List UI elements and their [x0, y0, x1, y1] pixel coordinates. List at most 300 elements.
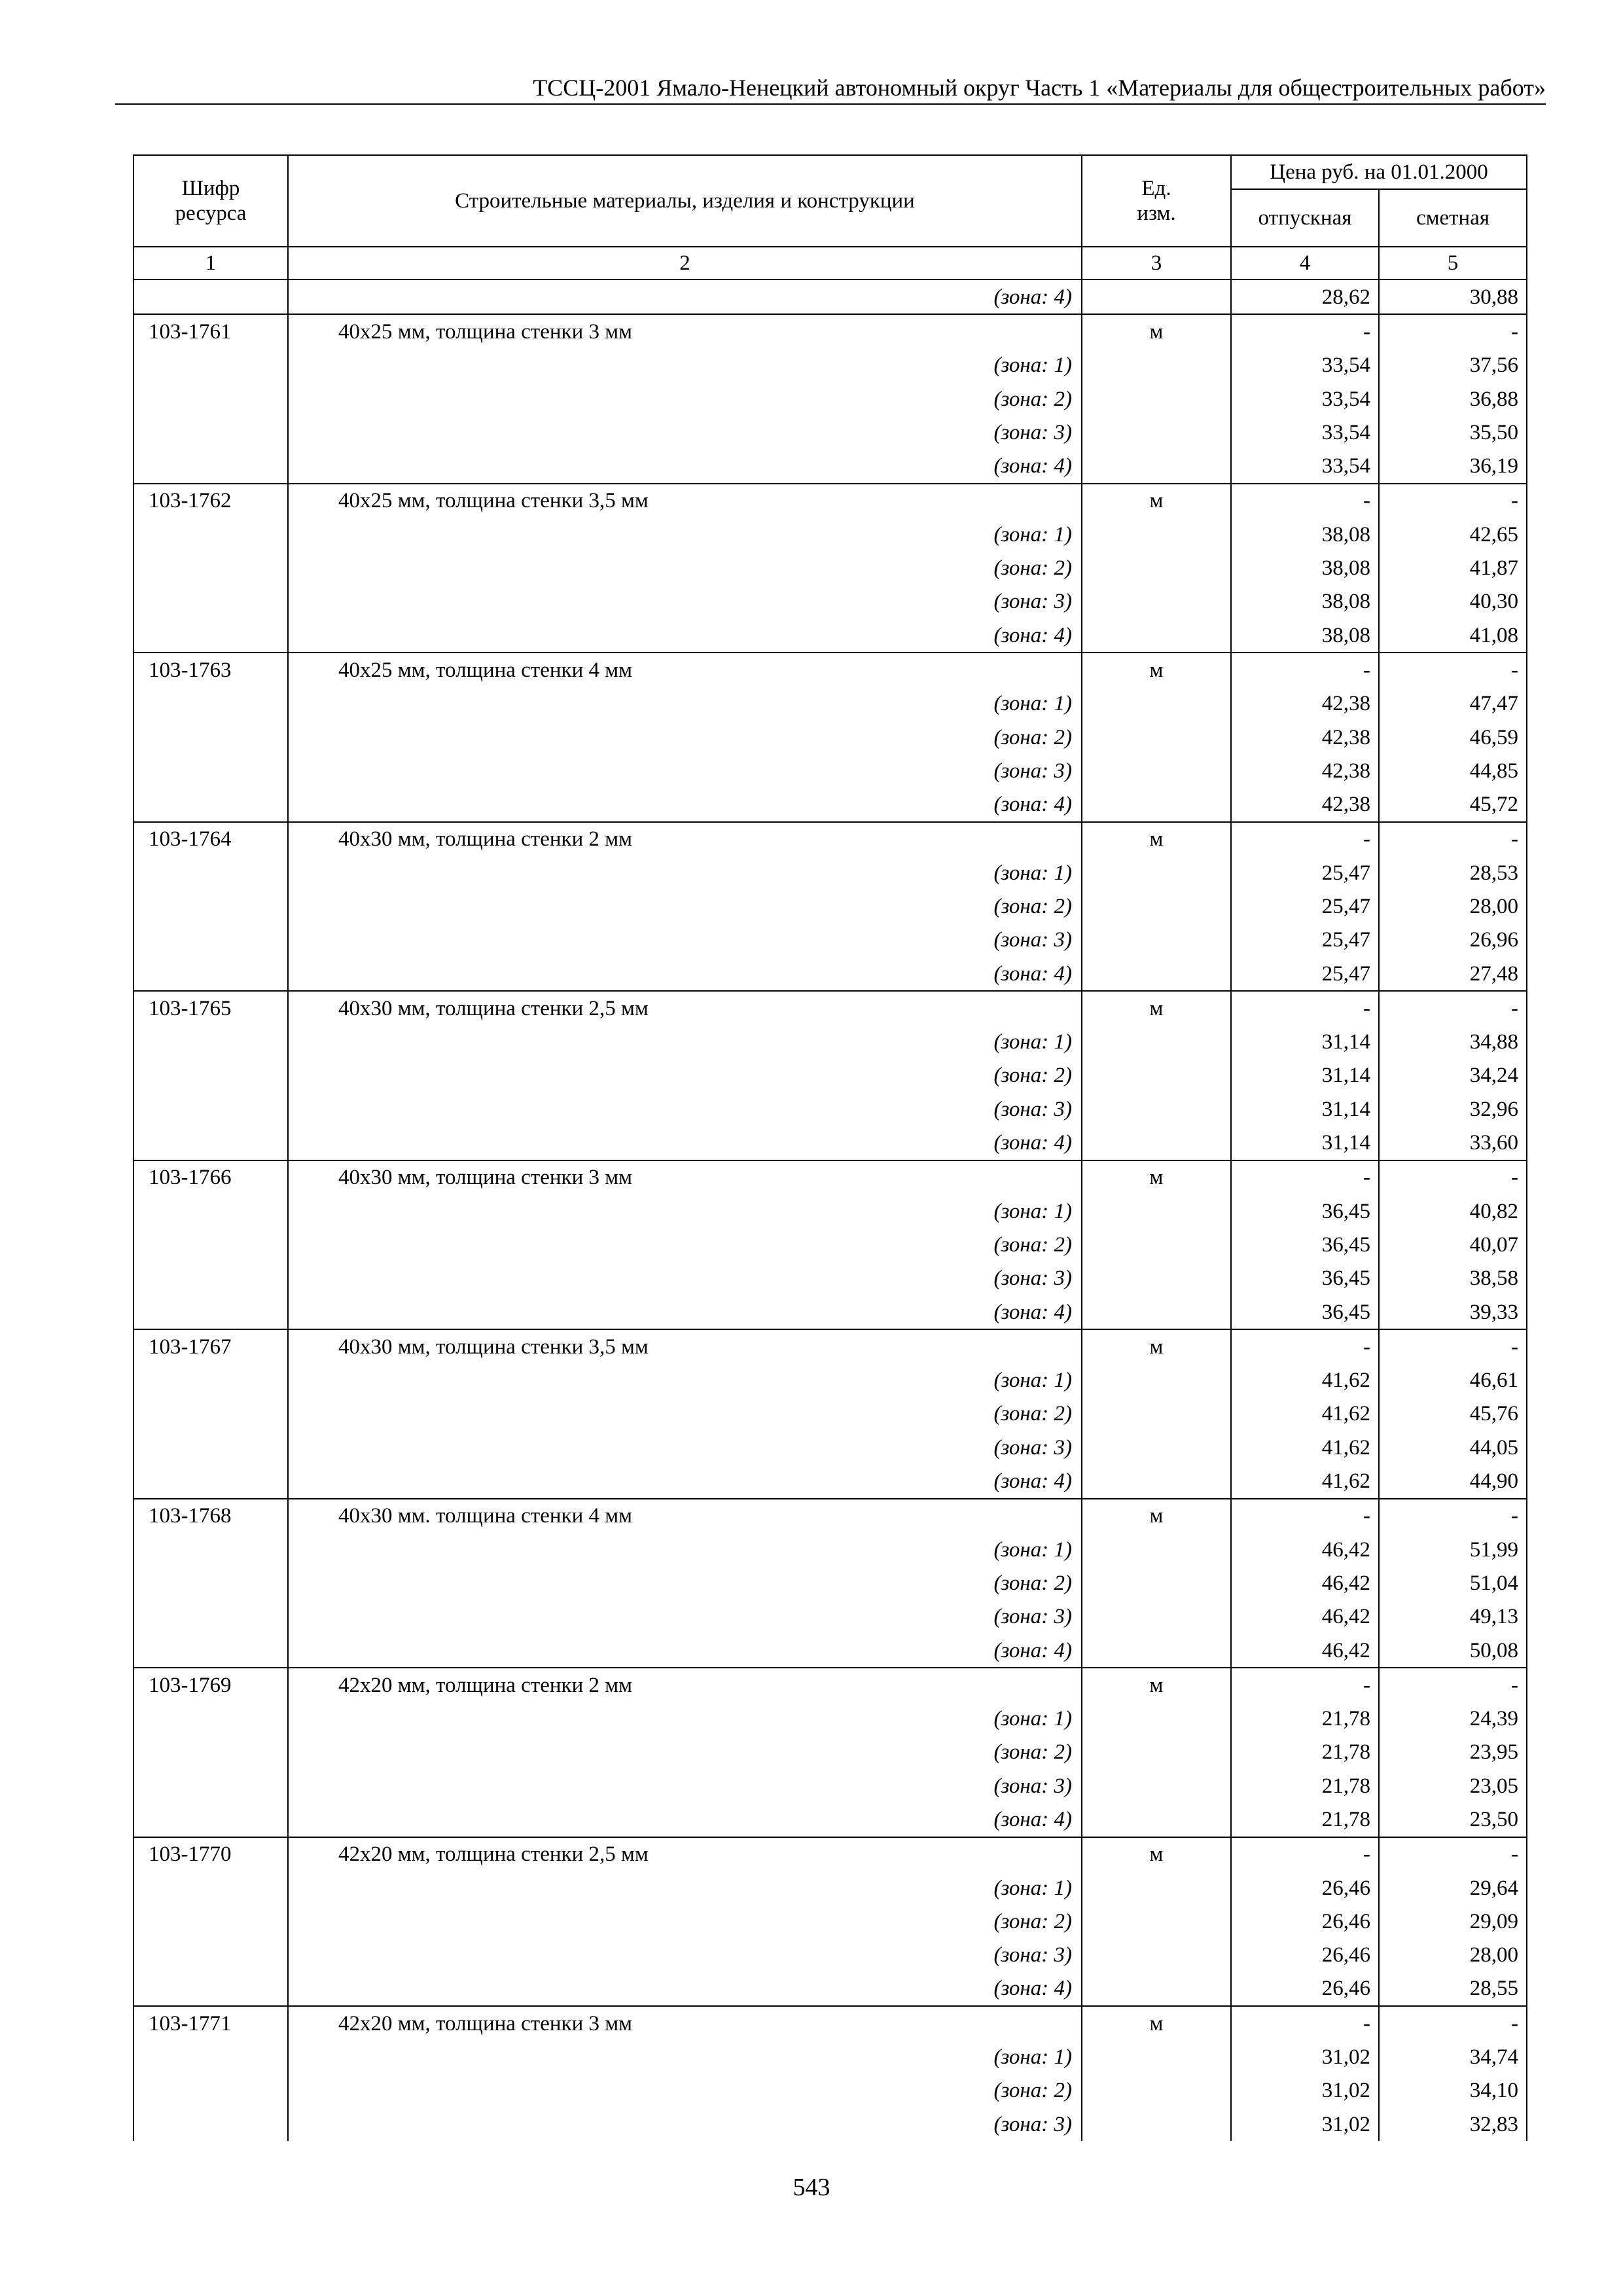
cell-name: 40x25 мм, толщина стенки 3,5 мм — [288, 484, 1082, 518]
cell-name: (зона: 2) — [288, 382, 1082, 416]
cell-release-price: - — [1231, 1160, 1379, 1194]
cell-release-price: - — [1231, 2006, 1379, 2040]
cell-code — [134, 1026, 288, 1059]
cell-unit — [1082, 1939, 1231, 1972]
cell-unit — [1082, 619, 1231, 653]
cell-unit: м — [1082, 314, 1231, 348]
cell-estimate-price: - — [1379, 1837, 1527, 1871]
cell-release-price: 21,78 — [1231, 1736, 1379, 1769]
cell-unit: м — [1082, 653, 1231, 687]
cell-name: (зона: 2) — [288, 889, 1082, 923]
cell-unit — [1082, 1397, 1231, 1431]
table-row-zone — [134, 1600, 1527, 1634]
table-row-item — [134, 1499, 1527, 1533]
cell-code — [134, 856, 288, 889]
cell-code — [134, 721, 288, 754]
cell-estimate-price: 33,60 — [1379, 1126, 1527, 1160]
cell-estimate-price: 26,96 — [1379, 924, 1527, 957]
cell-name: (зона: 1) — [288, 1026, 1082, 1059]
table-row-item — [134, 653, 1527, 687]
column-number: 2 — [288, 247, 1082, 279]
cell-name: (зона: 1) — [288, 349, 1082, 382]
cell-unit — [1082, 1262, 1231, 1295]
cell-code — [134, 1364, 288, 1397]
table-row-zone — [134, 687, 1527, 721]
table-row-zone — [134, 1228, 1527, 1261]
cell-estimate-price: 28,00 — [1379, 889, 1527, 923]
column-number: 1 — [134, 247, 288, 279]
cell-estimate-price: 51,99 — [1379, 1533, 1527, 1566]
table-row-item — [134, 1668, 1527, 1702]
cell-name: (зона: 4) — [288, 1126, 1082, 1160]
column-number: 3 — [1082, 247, 1231, 279]
cell-release-price: 26,46 — [1231, 1939, 1379, 1972]
cell-release-price: - — [1231, 1668, 1379, 1702]
cell-release-price: 31,14 — [1231, 1026, 1379, 1059]
cell-code — [134, 416, 288, 449]
cell-release-price: 33,54 — [1231, 382, 1379, 416]
table-row-zone — [134, 1803, 1527, 1837]
cell-name: (зона: 4) — [288, 1634, 1082, 1668]
cell-name: 42x20 мм, толщина стенки 2 мм — [288, 1668, 1082, 1702]
table-row-zone — [134, 349, 1527, 382]
cell-name: (зона: 2) — [288, 1397, 1082, 1431]
cell-estimate-price: 39,33 — [1379, 1295, 1527, 1329]
table-row-zone — [134, 1059, 1527, 1092]
cell-estimate-price: 36,88 — [1379, 382, 1527, 416]
cell-unit: м — [1082, 1837, 1231, 1871]
table-row-item — [134, 1329, 1527, 1363]
cell-release-price: - — [1231, 822, 1379, 856]
table-row-zone — [134, 754, 1527, 787]
cell-estimate-price: - — [1379, 1668, 1527, 1702]
cell-release-price: 46,42 — [1231, 1634, 1379, 1668]
table-head — [134, 155, 1527, 279]
cell-code — [134, 1736, 288, 1769]
cell-code — [134, 1126, 288, 1160]
cell-code — [134, 585, 288, 619]
cell-name: (зона: 3) — [288, 1262, 1082, 1295]
cell-code — [134, 1769, 288, 1803]
table-row-zone — [134, 787, 1527, 821]
cell-estimate-price: 45,76 — [1379, 1397, 1527, 1431]
cell-code — [134, 279, 288, 314]
cell-estimate-price: 45,72 — [1379, 787, 1527, 821]
cell-release-price: - — [1231, 314, 1379, 348]
cell-name: 40x30 мм, толщина стенки 3 мм — [288, 1160, 1082, 1194]
cell-release-price: 38,08 — [1231, 585, 1379, 619]
cell-unit: м — [1082, 1499, 1231, 1533]
cell-release-price: 36,45 — [1231, 1295, 1379, 1329]
cell-name: (зона: 2) — [288, 1228, 1082, 1261]
cell-unit — [1082, 856, 1231, 889]
cell-unit — [1082, 416, 1231, 449]
header-estimate-price: сметная — [1379, 189, 1527, 247]
cell-code: 103-1766 — [134, 1160, 288, 1194]
cell-unit: м — [1082, 1668, 1231, 1702]
table-row-zone — [134, 889, 1527, 923]
cell-unit — [1082, 1566, 1231, 1600]
cell-release-price: 26,46 — [1231, 1905, 1379, 1938]
cell-release-price: 21,78 — [1231, 1702, 1379, 1735]
cell-release-price: 31,02 — [1231, 2108, 1379, 2141]
cell-release-price: 25,47 — [1231, 924, 1379, 957]
cell-code — [134, 382, 288, 416]
cell-release-price: 38,08 — [1231, 619, 1379, 653]
table-row-item — [134, 822, 1527, 856]
cell-estimate-price: 44,05 — [1379, 1431, 1527, 1464]
cell-estimate-price: 29,09 — [1379, 1905, 1527, 1938]
cell-name: (зона: 1) — [288, 856, 1082, 889]
cell-release-price: 41,62 — [1231, 1364, 1379, 1397]
cell-release-price: 36,45 — [1231, 1194, 1379, 1228]
cell-unit — [1082, 1295, 1231, 1329]
cell-release-price: 25,47 — [1231, 889, 1379, 923]
cell-release-price: 31,14 — [1231, 1059, 1379, 1092]
cell-unit — [1082, 1769, 1231, 1803]
cell-unit — [1082, 924, 1231, 957]
cell-unit — [1082, 1431, 1231, 1464]
cell-estimate-price: - — [1379, 2006, 1527, 2040]
table-row-zone — [134, 382, 1527, 416]
cell-unit — [1082, 1702, 1231, 1735]
cell-estimate-price: 32,96 — [1379, 1092, 1527, 1126]
table-row-zone — [134, 2074, 1527, 2108]
cell-name: (зона: 3) — [288, 1600, 1082, 1634]
cell-name: (зона: 1) — [288, 1533, 1082, 1566]
cell-unit — [1082, 1533, 1231, 1566]
cell-code: 103-1768 — [134, 1499, 288, 1533]
cell-code — [134, 2040, 288, 2073]
cell-release-price: 46,42 — [1231, 1566, 1379, 1600]
cell-unit — [1082, 1026, 1231, 1059]
table-row-zone — [134, 449, 1527, 483]
cell-name: (зона: 2) — [288, 1736, 1082, 1769]
cell-release-price: 42,38 — [1231, 754, 1379, 787]
cell-unit — [1082, 1464, 1231, 1498]
cell-unit — [1082, 1905, 1231, 1938]
cell-name: 40x25 мм, толщина стенки 3 мм — [288, 314, 1082, 348]
cell-unit — [1082, 957, 1231, 991]
cell-name: (зона: 2) — [288, 1566, 1082, 1600]
table-row-zone — [134, 1972, 1527, 2006]
table-row-item — [134, 2006, 1527, 2040]
cell-name: (зона: 1) — [288, 1871, 1082, 1905]
cell-code — [134, 1533, 288, 1566]
cell-release-price: 31,14 — [1231, 1126, 1379, 1160]
cell-unit: м — [1082, 1160, 1231, 1194]
cell-code — [134, 551, 288, 584]
cell-code — [134, 1262, 288, 1295]
cell-code — [134, 1939, 288, 1972]
cell-code: 103-1762 — [134, 484, 288, 518]
table-row-zone — [134, 1566, 1527, 1600]
cell-estimate-price: 32,83 — [1379, 2108, 1527, 2141]
cell-code: 103-1763 — [134, 653, 288, 687]
cell-release-price: 46,42 — [1231, 1533, 1379, 1566]
table-row-zone — [134, 1769, 1527, 1803]
cell-unit — [1082, 518, 1231, 551]
cell-estimate-price: 36,19 — [1379, 449, 1527, 483]
cell-name: (зона: 3) — [288, 1092, 1082, 1126]
table-row-item — [134, 991, 1527, 1025]
cell-unit — [1082, 889, 1231, 923]
cell-unit — [1082, 687, 1231, 721]
cell-code — [134, 2074, 288, 2108]
cell-code — [134, 1059, 288, 1092]
cell-code: 103-1770 — [134, 1837, 288, 1871]
cell-unit — [1082, 449, 1231, 483]
cell-name: (зона: 2) — [288, 2074, 1082, 2108]
running-header: ТССЦ-2001 Ямало-Ненецкий автономный округ Часть 1 «Материалы для общестроительных работ» — [115, 73, 1546, 105]
cell-code — [134, 1600, 288, 1634]
table-body — [134, 279, 1527, 2141]
table-row-zone — [134, 1364, 1527, 1397]
cell-name: (зона: 4) — [288, 449, 1082, 483]
table-row-item — [134, 1160, 1527, 1194]
cell-unit — [1082, 382, 1231, 416]
table-row-zone — [134, 1431, 1527, 1464]
cell-unit — [1082, 1059, 1231, 1092]
cell-code — [134, 1464, 288, 1498]
cell-unit — [1082, 585, 1231, 619]
cell-name: 40x30 мм, толщина стенки 3,5 мм — [288, 1329, 1082, 1363]
cell-estimate-price: 37,56 — [1379, 349, 1527, 382]
cell-unit — [1082, 2040, 1231, 2073]
cell-name: (зона: 3) — [288, 924, 1082, 957]
cell-estimate-price: 34,10 — [1379, 2074, 1527, 2108]
cell-release-price: 33,54 — [1231, 449, 1379, 483]
cell-name: 40x30 мм, толщина стенки 2 мм — [288, 822, 1082, 856]
cell-release-price: 28,62 — [1231, 279, 1379, 314]
cell-estimate-price: 24,39 — [1379, 1702, 1527, 1735]
cell-release-price: 25,47 — [1231, 856, 1379, 889]
cell-name: (зона: 2) — [288, 551, 1082, 584]
cell-estimate-price: 34,88 — [1379, 1026, 1527, 1059]
table-row-zone — [134, 2108, 1527, 2141]
table-row-zone — [134, 1262, 1527, 1295]
cell-release-price: 31,14 — [1231, 1092, 1379, 1126]
cell-estimate-price: 34,74 — [1379, 2040, 1527, 2073]
cell-unit: м — [1082, 822, 1231, 856]
cell-code — [134, 1194, 288, 1228]
column-number-row — [134, 247, 1527, 279]
cell-estimate-price: 46,59 — [1379, 721, 1527, 754]
cell-estimate-price: - — [1379, 991, 1527, 1025]
cell-unit — [1082, 1803, 1231, 1837]
cell-estimate-price: 47,47 — [1379, 687, 1527, 721]
table-row-zone — [134, 279, 1527, 314]
cell-release-price: - — [1231, 1329, 1379, 1363]
cell-estimate-price: 23,05 — [1379, 1769, 1527, 1803]
cell-release-price: 41,62 — [1231, 1397, 1379, 1431]
table-row-zone — [134, 619, 1527, 653]
cell-estimate-price: - — [1379, 484, 1527, 518]
cell-code — [134, 619, 288, 653]
cell-estimate-price: 28,55 — [1379, 1972, 1527, 2006]
cell-code — [134, 1871, 288, 1905]
table-row-zone — [134, 1295, 1527, 1329]
table-row-zone — [134, 1464, 1527, 1498]
cell-code — [134, 754, 288, 787]
cell-name: (зона: 1) — [288, 2040, 1082, 2073]
cell-name: (зона: 4) — [288, 619, 1082, 653]
column-number: 4 — [1231, 247, 1379, 279]
cell-unit — [1082, 1634, 1231, 1668]
cell-code — [134, 449, 288, 483]
cell-code — [134, 1803, 288, 1837]
price-table — [133, 154, 1527, 2141]
cell-code — [134, 518, 288, 551]
table-row-item — [134, 1837, 1527, 1871]
cell-code — [134, 889, 288, 923]
cell-code — [134, 687, 288, 721]
table-row-zone — [134, 585, 1527, 619]
cell-release-price: 31,02 — [1231, 2040, 1379, 2073]
cell-estimate-price: 41,08 — [1379, 619, 1527, 653]
cell-unit: м — [1082, 484, 1231, 518]
table-row-zone — [134, 957, 1527, 991]
cell-name: (зона: 3) — [288, 1769, 1082, 1803]
cell-unit — [1082, 2108, 1231, 2141]
cell-release-price: 38,08 — [1231, 518, 1379, 551]
cell-estimate-price: 41,87 — [1379, 551, 1527, 584]
cell-unit — [1082, 1871, 1231, 1905]
cell-name: (зона: 3) — [288, 1431, 1082, 1464]
cell-name: (зона: 4) — [288, 1295, 1082, 1329]
cell-estimate-price: 34,24 — [1379, 1059, 1527, 1092]
table-row-zone — [134, 551, 1527, 584]
cell-estimate-price: 44,90 — [1379, 1464, 1527, 1498]
cell-name: (зона: 3) — [288, 754, 1082, 787]
cell-release-price: 26,46 — [1231, 1972, 1379, 2006]
cell-unit — [1082, 551, 1231, 584]
cell-release-price: 21,78 — [1231, 1803, 1379, 1837]
cell-code: 103-1771 — [134, 2006, 288, 2040]
header-price: Цена руб. на 01.01.2000 — [1231, 155, 1527, 189]
cell-code — [134, 957, 288, 991]
table-row-zone — [134, 1194, 1527, 1228]
cell-code — [134, 1092, 288, 1126]
cell-code — [134, 349, 288, 382]
cell-name: 40x30 мм. толщина стенки 4 мм — [288, 1499, 1082, 1533]
cell-release-price: 38,08 — [1231, 551, 1379, 584]
cell-unit — [1082, 1126, 1231, 1160]
cell-unit — [1082, 1364, 1231, 1397]
cell-name: (зона: 2) — [288, 1059, 1082, 1092]
cell-release-price: 41,62 — [1231, 1464, 1379, 1498]
cell-estimate-price: - — [1379, 822, 1527, 856]
table-row-zone — [134, 721, 1527, 754]
cell-estimate-price: 42,65 — [1379, 518, 1527, 551]
cell-estimate-price: - — [1379, 1329, 1527, 1363]
cell-estimate-price: 30,88 — [1379, 279, 1527, 314]
cell-release-price: 26,46 — [1231, 1871, 1379, 1905]
cell-release-price: - — [1231, 484, 1379, 518]
cell-estimate-price: 50,08 — [1379, 1634, 1527, 1668]
cell-estimate-price: - — [1379, 653, 1527, 687]
cell-release-price: 21,78 — [1231, 1769, 1379, 1803]
table-row-item — [134, 484, 1527, 518]
cell-estimate-price: 27,48 — [1379, 957, 1527, 991]
cell-release-price: 42,38 — [1231, 787, 1379, 821]
cell-unit — [1082, 1600, 1231, 1634]
cell-unit — [1082, 754, 1231, 787]
cell-name: (зона: 2) — [288, 1905, 1082, 1938]
cell-release-price: 41,62 — [1231, 1431, 1379, 1464]
cell-name: (зона: 4) — [288, 787, 1082, 821]
cell-name: 40x25 мм, толщина стенки 4 мм — [288, 653, 1082, 687]
cell-release-price: 36,45 — [1231, 1228, 1379, 1261]
cell-name: (зона: 4) — [288, 279, 1082, 314]
cell-name: (зона: 1) — [288, 1364, 1082, 1397]
cell-unit — [1082, 787, 1231, 821]
cell-code — [134, 1431, 288, 1464]
table-row-zone — [134, 1736, 1527, 1769]
cell-estimate-price: 51,04 — [1379, 1566, 1527, 1600]
cell-name: 42x20 мм, толщина стенки 3 мм — [288, 2006, 1082, 2040]
table-row-zone — [134, 1533, 1527, 1566]
cell-estimate-price: 38,58 — [1379, 1262, 1527, 1295]
cell-name: (зона: 4) — [288, 1803, 1082, 1837]
column-number: 5 — [1379, 247, 1527, 279]
cell-name: 40x30 мм, толщина стенки 2,5 мм — [288, 991, 1082, 1025]
cell-estimate-price: 46,61 — [1379, 1364, 1527, 1397]
cell-estimate-price: 40,30 — [1379, 585, 1527, 619]
cell-unit — [1082, 1092, 1231, 1126]
cell-unit — [1082, 1228, 1231, 1261]
cell-name: (зона: 2) — [288, 721, 1082, 754]
cell-estimate-price: 29,64 — [1379, 1871, 1527, 1905]
cell-name: (зона: 1) — [288, 687, 1082, 721]
header-unit — [1082, 155, 1231, 247]
header-code — [134, 155, 288, 247]
cell-release-price: 42,38 — [1231, 687, 1379, 721]
cell-code — [134, 1397, 288, 1431]
cell-release-price: 25,47 — [1231, 957, 1379, 991]
table-row-zone — [134, 1092, 1527, 1126]
cell-release-price: - — [1231, 1499, 1379, 1533]
cell-release-price: 31,02 — [1231, 2074, 1379, 2108]
page-number: 543 — [793, 2174, 830, 2201]
cell-name: (зона: 3) — [288, 585, 1082, 619]
cell-estimate-price: 28,53 — [1379, 856, 1527, 889]
table-row-item — [134, 314, 1527, 348]
table-row-zone — [134, 1871, 1527, 1905]
table-row-zone — [134, 924, 1527, 957]
header-release-price: отпускная — [1231, 189, 1379, 247]
table-row-zone — [134, 1702, 1527, 1735]
cell-code — [134, 1972, 288, 2006]
cell-estimate-price: - — [1379, 1160, 1527, 1194]
cell-unit: м — [1082, 991, 1231, 1025]
cell-estimate-price: 28,00 — [1379, 1939, 1527, 1972]
cell-code: 103-1765 — [134, 991, 288, 1025]
table-row-zone — [134, 416, 1527, 449]
cell-release-price: - — [1231, 653, 1379, 687]
header-name: Строительные материалы, изделия и конструкции — [288, 155, 1082, 247]
cell-name: (зона: 1) — [288, 1194, 1082, 1228]
cell-code — [134, 924, 288, 957]
table-row-zone — [134, 1026, 1527, 1059]
cell-estimate-price: 40,82 — [1379, 1194, 1527, 1228]
header-unit-label: Ед. изм. — [1137, 177, 1176, 225]
table-row-zone — [134, 1397, 1527, 1431]
cell-unit — [1082, 1972, 1231, 2006]
table-row-zone — [134, 1126, 1527, 1160]
cell-code — [134, 1905, 288, 1938]
cell-name: (зона: 4) — [288, 1464, 1082, 1498]
